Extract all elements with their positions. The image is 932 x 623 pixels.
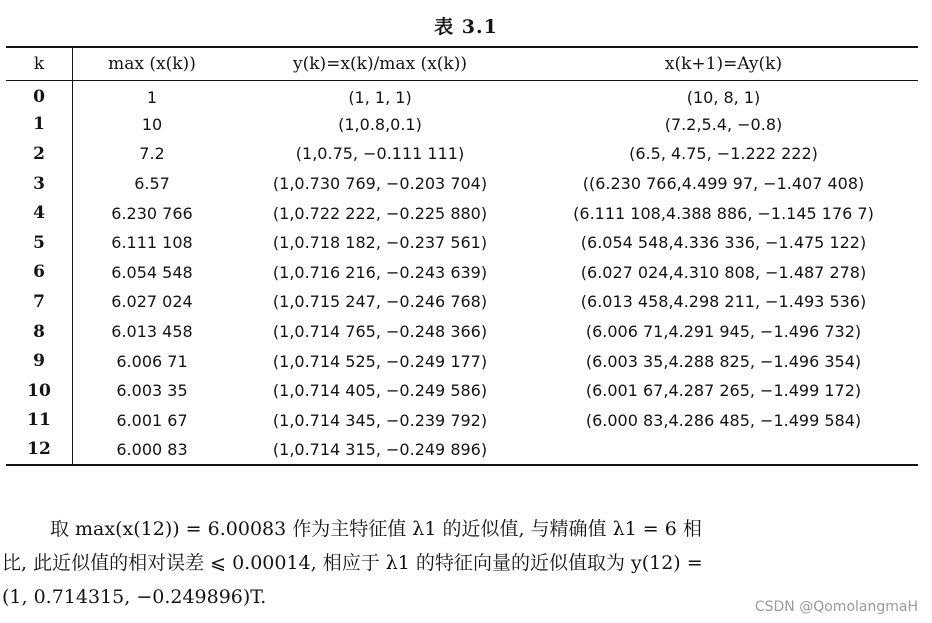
cell-y: (1, 1, 1) bbox=[348, 87, 412, 107]
cell-x: (7.2,5.4, −0.8) bbox=[664, 114, 783, 134]
cell-x bbox=[529, 435, 918, 465]
cell-max: 6.013 458 bbox=[111, 322, 193, 342]
cell-k: 12 bbox=[6, 435, 73, 465]
table-row bbox=[6, 287, 918, 317]
watermark: CSDN @QomolangmaH bbox=[754, 599, 918, 615]
table-row bbox=[6, 317, 918, 347]
table-caption: 表 3.1 bbox=[434, 16, 498, 38]
cell-max: 6.027 024 bbox=[111, 292, 193, 312]
cell-max: 1 bbox=[146, 87, 158, 107]
cell-y: (1,0.714 765, −0.248 366) bbox=[272, 322, 488, 342]
cell-y: (1,0.714 525, −0.249 177) bbox=[272, 351, 488, 371]
cell-max: 6.003 35 bbox=[116, 381, 188, 401]
table-row bbox=[6, 346, 918, 376]
cell-max: 6.054 548 bbox=[111, 262, 193, 282]
header-k: k bbox=[6, 47, 73, 80]
cell-k: 7 bbox=[6, 287, 73, 317]
cell-y: (1,0.8,0.1) bbox=[338, 114, 422, 134]
cell-max: 7.2 bbox=[139, 144, 165, 164]
cell-y: (1,0.714 345, −0.239 792) bbox=[272, 410, 488, 430]
table-row bbox=[6, 258, 918, 288]
cell-max: 6.111 108 bbox=[111, 233, 193, 253]
cell-x: (6.111 108,4.388 886, −1.145 176 7) bbox=[573, 203, 874, 223]
cell-y: (1,0.716 216, −0.243 639) bbox=[272, 262, 488, 282]
table-row bbox=[6, 110, 918, 140]
table-row bbox=[6, 139, 918, 169]
cell-max: 6.006 71 bbox=[116, 351, 188, 371]
cell-y: (1,0.718 182, −0.237 561) bbox=[272, 233, 488, 253]
table-row bbox=[6, 228, 918, 258]
cell-max: 6.230 766 bbox=[111, 203, 193, 223]
cell-k: 0 bbox=[6, 80, 73, 110]
cell-k: 1 bbox=[6, 110, 73, 140]
cell-x: (6.001 67,4.287 265, −1.499 172) bbox=[585, 381, 862, 401]
cell-x: (6.006 71,4.291 945, −1.496 732) bbox=[585, 322, 862, 342]
table-row bbox=[6, 80, 918, 110]
cell-max: 6.57 bbox=[134, 174, 170, 194]
cell-k: 8 bbox=[6, 317, 73, 347]
power-iteration-table bbox=[6, 46, 918, 466]
cell-x: (10, 8, 1) bbox=[686, 87, 761, 107]
cell-x: (6.003 35,4.288 825, −1.496 354) bbox=[585, 351, 862, 371]
conclusion-line-3: (1, 0.714315, −0.249896)T. bbox=[2, 586, 267, 608]
table-row bbox=[6, 435, 918, 465]
cell-y: (1,0.730 769, −0.203 704) bbox=[272, 174, 488, 194]
cell-k: 11 bbox=[6, 406, 73, 436]
cell-x: (6.054 548,4.336 336, −1.475 122) bbox=[580, 233, 867, 253]
cell-k: 3 bbox=[6, 169, 73, 199]
header-max: max (x(k)) bbox=[73, 47, 232, 80]
cell-x: (6.5, 4.75, −1.222 222) bbox=[629, 144, 818, 164]
header-y: y(k)=x(k)/max (x(k)) bbox=[231, 47, 529, 80]
cell-y: (1,0.714 315, −0.249 896) bbox=[231, 435, 529, 465]
cell-x: ((6.230 766,4.499 97, −1.407 408) bbox=[582, 174, 865, 194]
cell-x: (6.000 83,4.286 485, −1.499 584) bbox=[585, 410, 862, 430]
cell-k: 10 bbox=[6, 376, 73, 406]
cell-k: 5 bbox=[6, 228, 73, 258]
table-header-row bbox=[6, 47, 918, 80]
cell-y: (1,0.722 222, −0.225 880) bbox=[272, 203, 488, 223]
cell-k: 2 bbox=[6, 139, 73, 169]
conclusion-line-2: 比, 此近似值的相对误差 ⩽ 0.00014, 相应于 λ1 的特征向量的近似值取为 y(12) = bbox=[2, 552, 703, 574]
header-x: x(k+1)=Ay(k) bbox=[529, 47, 918, 80]
conclusion-line-1: 取 max(x(12)) = 6.00083 作为主特征值 λ1 的近似值, 与精确值 λ1 = 6 相 bbox=[50, 518, 702, 540]
cell-y: (1,0.715 247, −0.246 768) bbox=[272, 292, 488, 312]
table-row bbox=[6, 198, 918, 228]
cell-max: 6.001 67 bbox=[116, 410, 188, 430]
table-body bbox=[6, 80, 918, 465]
cell-k: 4 bbox=[6, 198, 73, 228]
cell-k: 6 bbox=[6, 258, 73, 288]
cell-y: (1,0.75, −0.111 111) bbox=[295, 144, 465, 164]
cell-max: 6.000 83 bbox=[73, 435, 232, 465]
cell-y: (1,0.714 405, −0.249 586) bbox=[272, 381, 488, 401]
cell-k: 9 bbox=[6, 346, 73, 376]
table-row bbox=[6, 169, 918, 199]
cell-max: 10 bbox=[141, 114, 163, 134]
table-row bbox=[6, 376, 918, 406]
cell-x: (6.027 024,4.310 808, −1.487 278) bbox=[580, 262, 867, 282]
cell-x: (6.013 458,4.298 211, −1.493 536) bbox=[580, 292, 867, 312]
table-row bbox=[6, 406, 918, 436]
